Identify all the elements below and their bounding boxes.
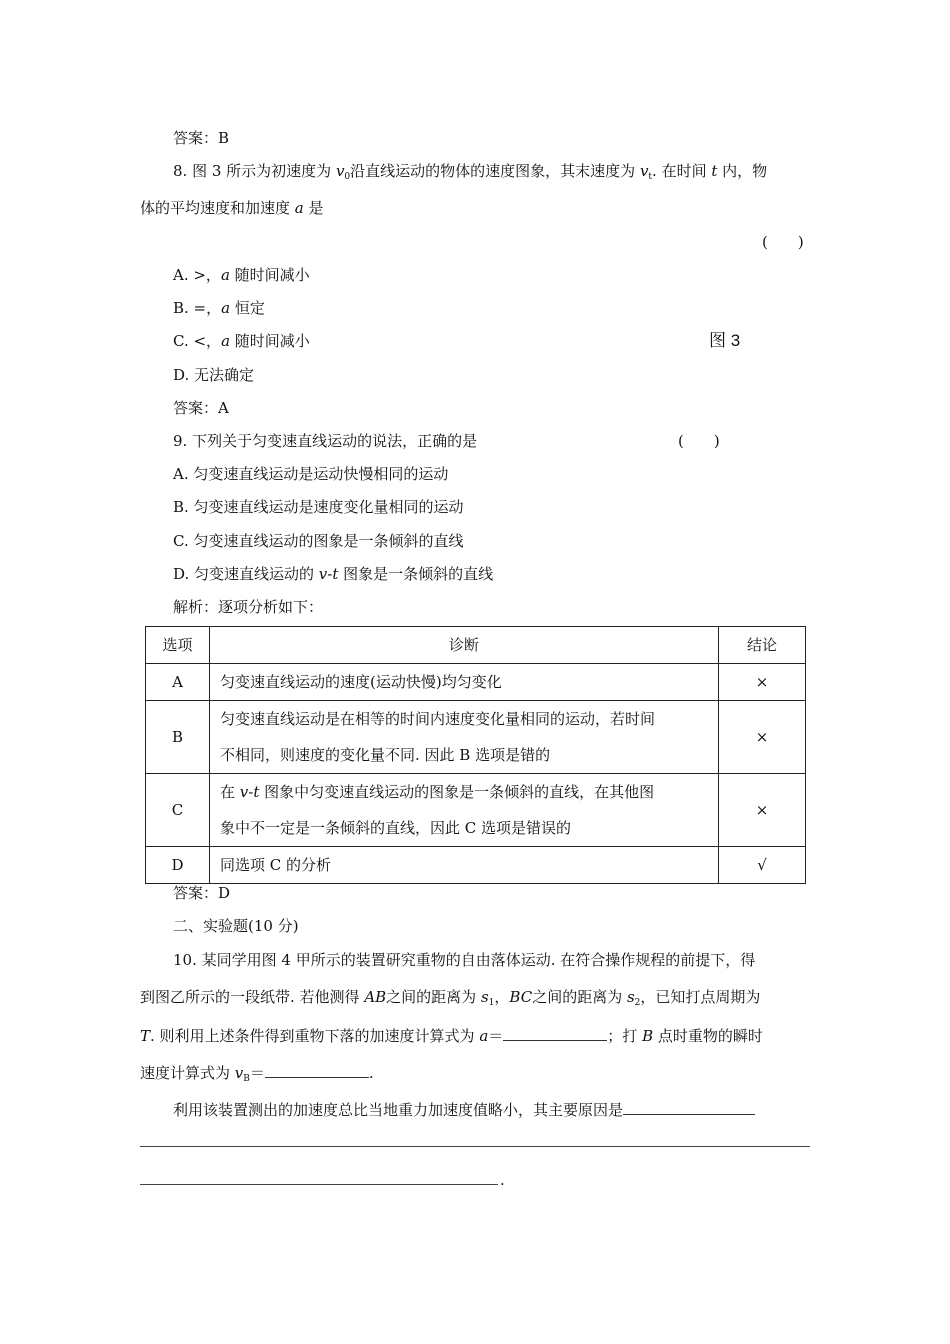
q8-stem-line1: 8. 图 3 所示为初速度为 $v_0$沿直线运动的物体的速度图象，其末速度为 $v_t$. 在时间 t 内，物: [173, 162, 768, 182]
q10-line2: 到图乙所示的一段纸带. 若他测得 AB之间的距离为 $s_1$，BC之间的距离为 $s_2$，已知打点周期为: [140, 988, 761, 1008]
q8-option-b: B. =，a 恒定: [173, 299, 265, 317]
q9-option-c: C. 匀变速直线运动的图象是一条倾斜的直线: [173, 532, 464, 550]
q9-answer: 答案：D: [173, 884, 231, 902]
q10-line5: 利用该装置测出的加速度总比当地重力加速度值略小，其主要原因是: [173, 1099, 755, 1120]
check-mark: √: [719, 847, 806, 884]
q8-stem-line2: 体的平均速度和加速度 a 是: [140, 199, 324, 217]
q8-option-d: D. 无法确定: [173, 366, 255, 384]
section-2-title: 二、实验题(10 分): [173, 917, 299, 935]
q9-answer-paren: ( ): [678, 432, 720, 450]
analysis-table: [145, 626, 806, 884]
q10-line4: 速度计算式为 $v_B=$ .: [140, 1064, 374, 1084]
q9-option-b: B. 匀变速直线运动是速度变化量相同的运动: [173, 498, 464, 516]
q10-end-period: .: [500, 1171, 505, 1189]
header-option: 选项: [146, 627, 210, 664]
v0-symbol: v: [335, 162, 345, 180]
q10-line3: T. 则利用上述条件得到重物下落的加速度计算式为 a＝ ；打 B 点时重物的瞬时: [140, 1027, 763, 1045]
answer-line-reason-3[interactable]: [140, 1184, 498, 1185]
table-header-row: [146, 627, 806, 664]
q8-option-a: A. >，a 随时间减小: [173, 266, 310, 284]
answer-line-reason-2[interactable]: [140, 1146, 810, 1147]
table-row: C 在 v-t 图象中匀变速直线运动的图象是一条倾斜的直线，在其他图 象中不一定是一条倾斜的直线，因此 C 选项是错误的 ×: [146, 774, 806, 847]
q9-stem: 9. 下列关于匀变速直线运动的说法，正确的是: [173, 432, 478, 450]
q8-option-c: C. <，a 随时间减小: [173, 332, 310, 350]
q8-answer-paren: ( ): [762, 233, 804, 251]
figure-3-label: 图 3: [709, 331, 741, 350]
header-diagnosis: 诊断: [210, 627, 719, 664]
cross-mark: ×: [719, 701, 806, 774]
answer-blank-reason[interactable]: [623, 1099, 755, 1115]
answer-blank-velocity[interactable]: [265, 1062, 369, 1078]
cross-mark: ×: [719, 664, 806, 701]
answer-blank-acceleration[interactable]: [503, 1025, 607, 1041]
table-row: D 同选项 C 的分析 √: [146, 847, 806, 884]
q9-analysis-intro: 解析：逐项分析如下：: [173, 598, 324, 616]
q8-answer: 答案：A: [173, 399, 229, 417]
table-row: A 匀变速直线运动的速度(运动快慢)均匀变化 ×: [146, 664, 806, 701]
q10-line1: 10. 某同学用图 4 甲所示的装置研究重物的自由落体运动. 在符合操作规程的前提下，得: [173, 951, 756, 969]
q9-option-d: D. 匀变速直线运动的 v-t 图象是一条倾斜的直线: [173, 565, 494, 583]
q9-option-a: A. 匀变速直线运动是运动快慢相同的运动: [173, 465, 449, 483]
vt-symbol: v: [639, 162, 649, 180]
header-conclusion: 结论: [719, 627, 806, 664]
q7-answer: 答案：B: [173, 129, 230, 147]
cross-mark: ×: [719, 774, 806, 847]
table-row: B 匀变速直线运动是在相等的时间内速度变化量相同的运动，若时间 不相同，则速度的变化量不同. 因此 B 选项是错的 ×: [146, 701, 806, 774]
